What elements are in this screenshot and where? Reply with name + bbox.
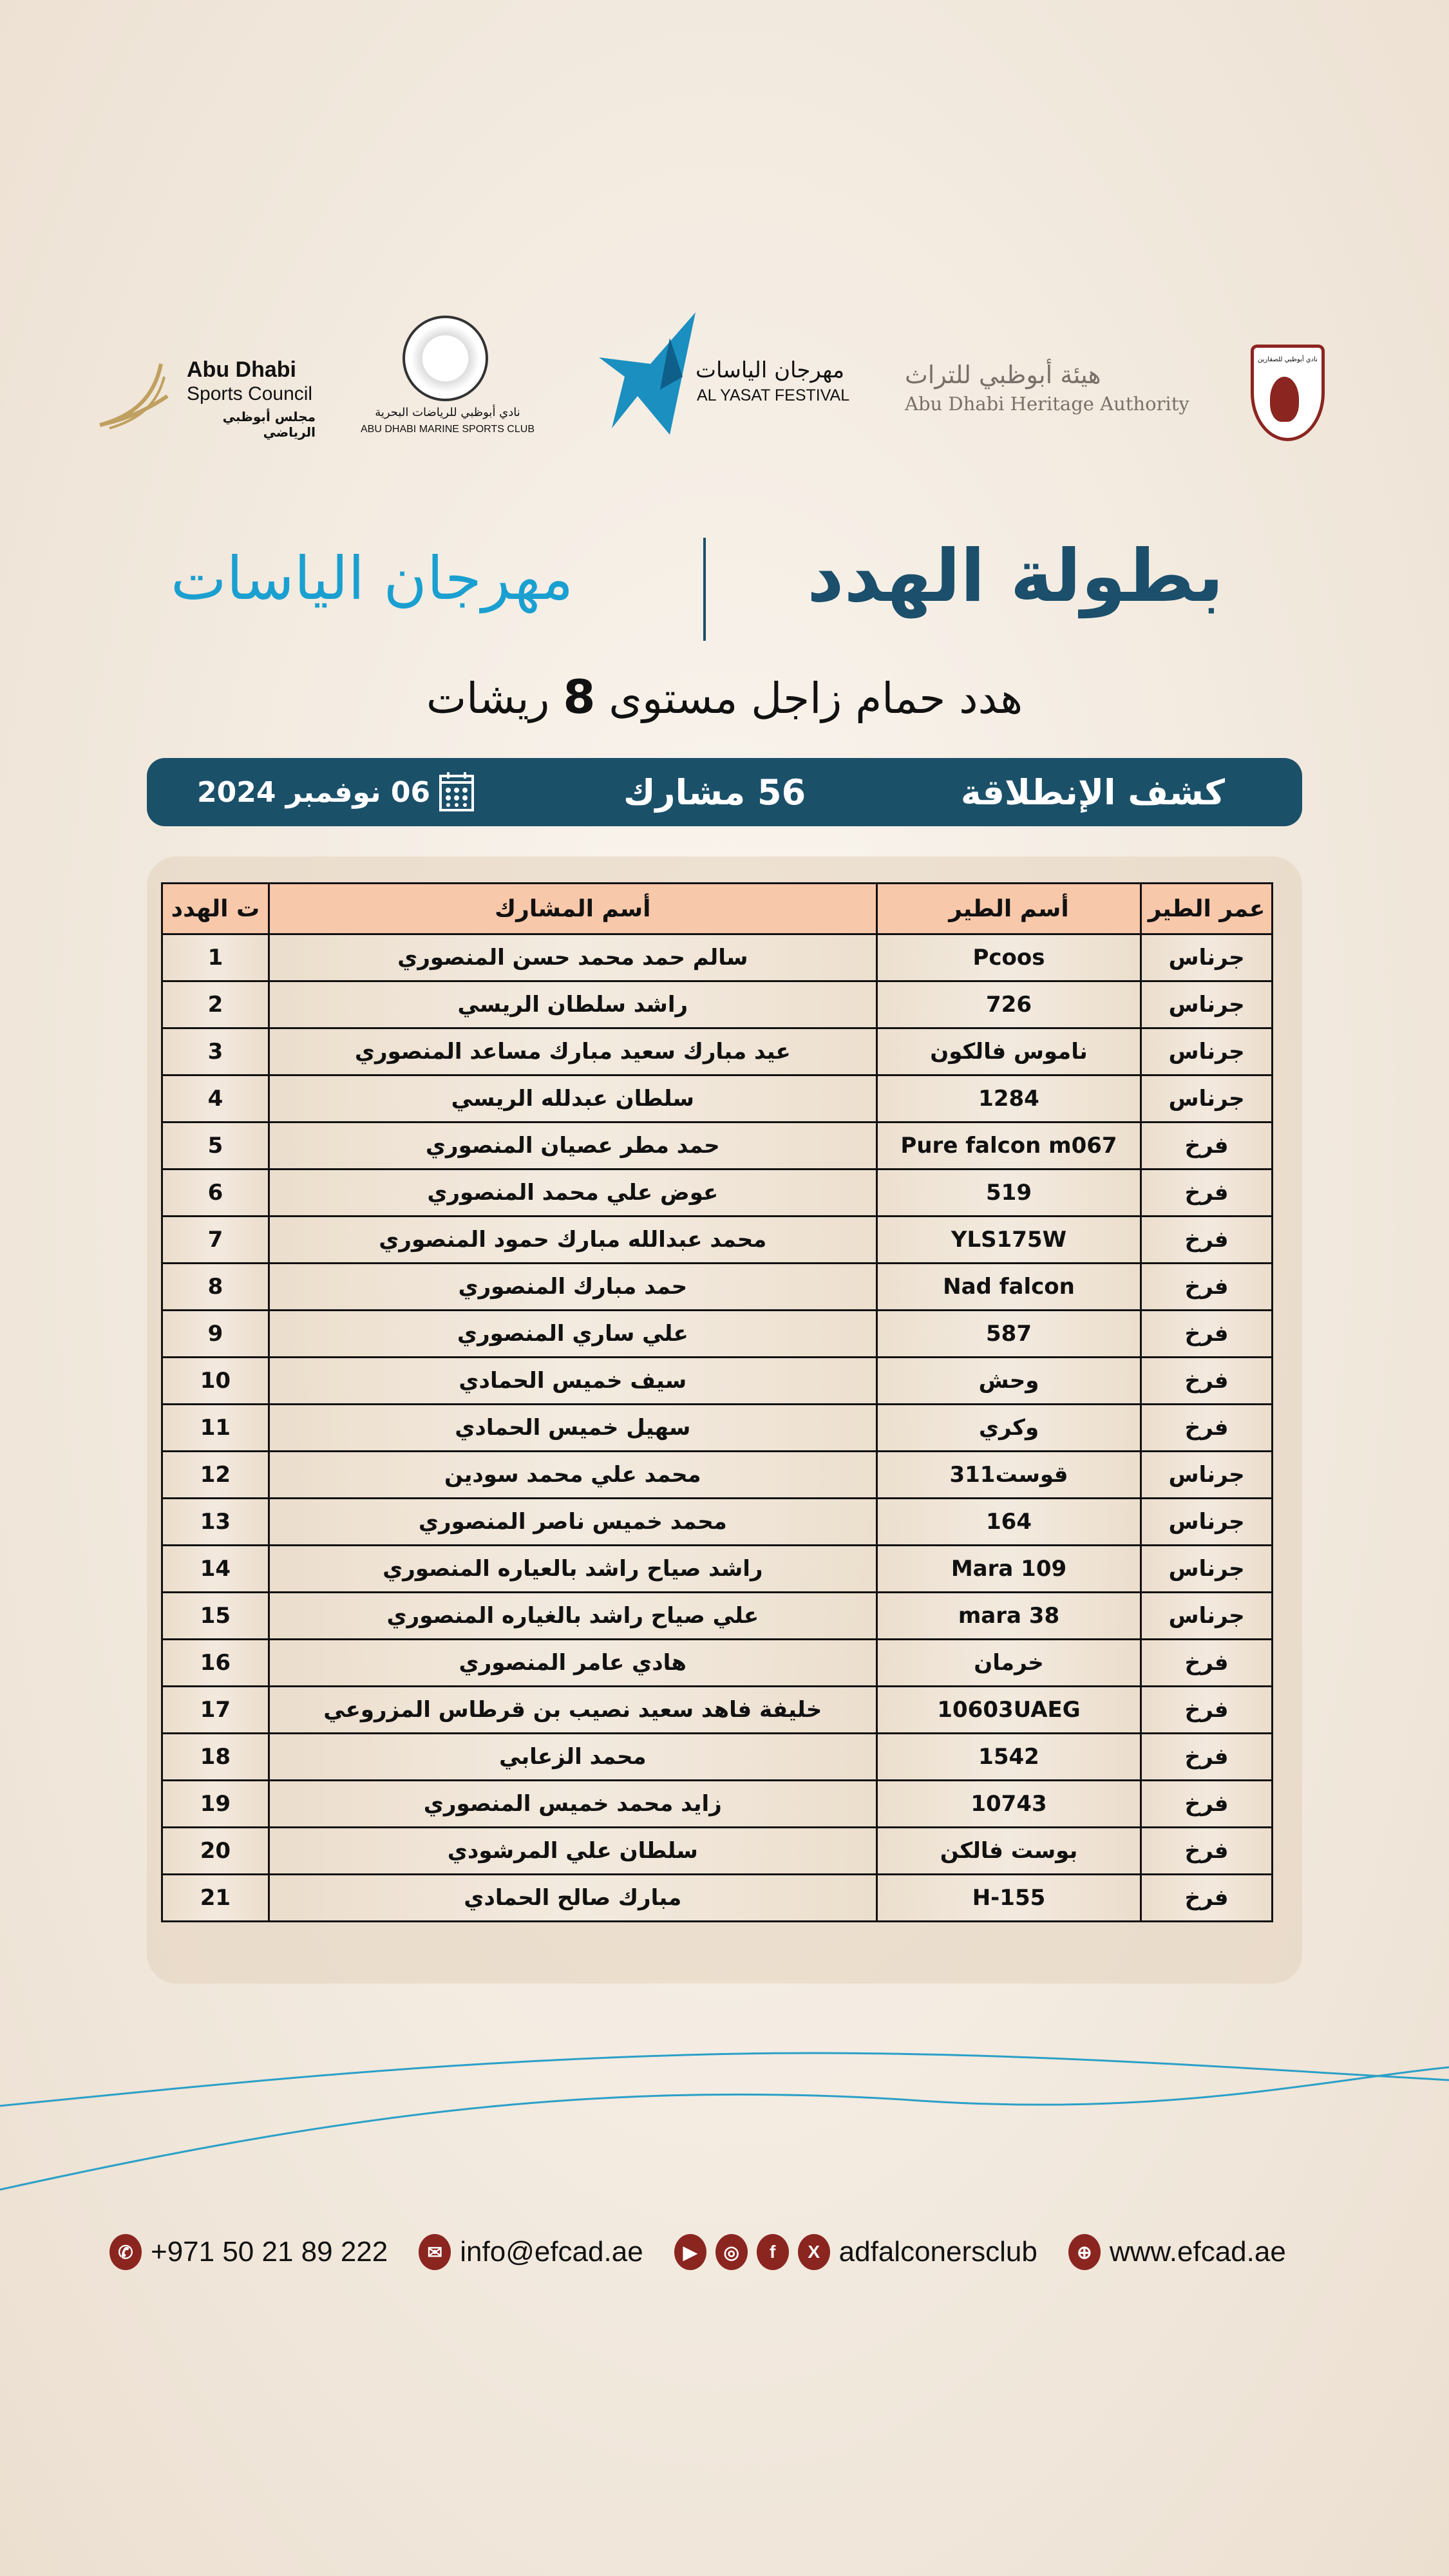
event-date: 06 نوفمبر 2024	[197, 776, 431, 809]
bird-name-cell: YLS175W	[876, 1217, 1141, 1264]
bird-age-cell: فرخ	[1141, 1687, 1273, 1734]
bird-age-cell: جرناس	[1141, 1028, 1273, 1075]
logo-arabic: نادي أبوظبي للرياضات البحرية	[375, 406, 520, 419]
logo-line1: Abu Dhabi	[187, 357, 296, 382]
sports-council-logo	[97, 357, 316, 440]
bird-age-cell: فرخ	[1141, 1122, 1273, 1170]
table-row	[162, 1311, 1273, 1358]
bird-age-cell: جرناس	[1141, 1452, 1273, 1499]
logo-arabic: مهرجان الياسات	[696, 357, 845, 383]
bird-name-cell: 10603UAEG	[876, 1687, 1141, 1734]
entry-number-cell: 14	[162, 1546, 269, 1593]
table-row	[162, 1358, 1273, 1405]
footer-contacts	[109, 2230, 1286, 2275]
entry-number-cell: 8	[162, 1264, 269, 1311]
table-row	[162, 934, 1273, 981]
youtube-icon[interactable]: ▶	[674, 2234, 706, 2270]
participant-name-cell: علي صياح راشد بالغياره المنصوري	[269, 1593, 876, 1640]
participant-name-cell: خليفة فاهد سعيد نصيب بن قرطاس المزروعي	[269, 1687, 876, 1734]
social-handle[interactable]: adfalconersclub	[838, 2236, 1037, 2268]
participant-name-cell: مبارك صالح الحمادي	[269, 1875, 876, 1922]
participant-name-cell: عوض علي محمد المنصوري	[269, 1170, 876, 1217]
participant-name-cell: عيد مبارك سعيد مبارك مساعد المنصوري	[269, 1028, 876, 1075]
table-row	[162, 981, 1273, 1028]
bird-name-cell: Mara 109	[876, 1546, 1141, 1593]
bird-age-cell: جرناس	[1141, 934, 1273, 981]
participant-name-cell: هادي عامر المنصوري	[269, 1640, 876, 1687]
bird-age-cell: جرناس	[1141, 1546, 1273, 1593]
bird-age-cell: جرناس	[1141, 981, 1273, 1028]
entry-number-cell: 10	[162, 1358, 269, 1405]
bird-name-cell: 519	[876, 1170, 1141, 1217]
bird-name-cell: 1542	[876, 1734, 1141, 1781]
bird-name-cell: 38 mara	[876, 1593, 1141, 1640]
participant-name-cell: سالم حمد محمد حسن المنصوري	[269, 934, 876, 981]
participants-table	[161, 882, 1273, 1922]
table-row	[162, 1170, 1273, 1217]
entry-number-cell: 5	[162, 1122, 269, 1170]
bird-name-cell: وكري	[876, 1405, 1141, 1452]
x-icon[interactable]: X	[798, 2234, 830, 2270]
entry-number-cell: 2	[162, 981, 269, 1028]
email-icon: ✉	[419, 2234, 451, 2270]
column-header: ت الهدد	[162, 884, 269, 934]
participant-name-cell: علي ساري المنصوري	[269, 1311, 876, 1358]
website-link[interactable]: www.efcad.ae	[1109, 2236, 1286, 2268]
list-label: كشف الإنطلاقة	[960, 772, 1225, 813]
logo-arabic: مجلس أبوظبي الرياضي	[222, 409, 316, 440]
feather-icon	[97, 357, 180, 435]
entry-number-cell: 15	[162, 1593, 269, 1640]
decorative-waves	[0, 2041, 1449, 2209]
falconers-club-logo	[1244, 325, 1328, 448]
entry-number-cell: 19	[162, 1781, 269, 1828]
entry-number-cell: 11	[162, 1405, 269, 1452]
bird-name-cell: خرمان	[876, 1640, 1141, 1687]
bird-name-cell: 726	[876, 981, 1141, 1028]
table-row	[162, 1781, 1273, 1828]
email-link[interactable]: info@efcad.ae	[460, 2236, 643, 2268]
participant-name-cell: حمد مطر عصيان المنصوري	[269, 1122, 876, 1170]
bird-name-cell: 1284	[876, 1075, 1141, 1122]
bird-age-cell: فرخ	[1141, 1405, 1273, 1452]
page-title: بطولة الهدد	[807, 535, 1224, 618]
subtitle	[0, 670, 1449, 724]
participant-name-cell: محمد عبدالله مبارك حمود المنصوري	[269, 1217, 876, 1264]
festival-title: مهرجان الياسات	[171, 544, 574, 613]
entry-number-cell: 13	[162, 1499, 269, 1546]
entry-number-cell: 12	[162, 1452, 269, 1499]
bird-name-cell: 587	[876, 1311, 1141, 1358]
participants-count: 56 مشارك	[623, 772, 806, 813]
participant-name-cell: حمد مبارك المنصوري	[269, 1264, 876, 1311]
bird-name-cell: Pure falcon m067	[876, 1122, 1141, 1170]
bird-name-cell: Nad falcon	[876, 1264, 1141, 1311]
table-row	[162, 1217, 1273, 1264]
whatsapp-icon: ✆	[109, 2234, 142, 2270]
entry-number-cell: 20	[162, 1828, 269, 1875]
participant-name-cell: سهيل خميس الحمادي	[269, 1405, 876, 1452]
entry-number-cell: 1	[162, 934, 269, 981]
participant-name-cell: محمد علي محمد سودين	[269, 1452, 876, 1499]
table-header-row	[162, 884, 1273, 934]
table-row	[162, 1075, 1273, 1122]
bird-name-cell: Pcoos	[876, 934, 1141, 981]
table-row	[162, 1028, 1273, 1075]
table-row	[162, 1875, 1273, 1922]
participant-name-cell: سلطان علي المرشودي	[269, 1828, 876, 1875]
subtitle-text: ريشات	[426, 674, 550, 723]
title-divider	[703, 538, 706, 641]
participant-name-cell: زايد محمد خميس المنصوري	[269, 1781, 876, 1828]
bird-name-cell: H-155	[876, 1875, 1141, 1922]
entry-number-cell: 18	[162, 1734, 269, 1781]
table-row	[162, 1499, 1273, 1546]
bird-age-cell: فرخ	[1141, 1170, 1273, 1217]
participant-name-cell: محمد خميس ناصر المنصوري	[269, 1499, 876, 1546]
bird-name-cell: قوست311	[876, 1452, 1141, 1499]
logo-line2: Sports Council	[187, 383, 313, 404]
table-row	[162, 1452, 1273, 1499]
logo-english: AL YASAT FESTIVAL	[697, 386, 850, 404]
entry-number-cell: 21	[162, 1875, 269, 1922]
yasat-festival-logo	[599, 312, 863, 441]
bird-age-cell: فرخ	[1141, 1358, 1273, 1405]
table-row	[162, 1122, 1273, 1170]
entry-number-cell: 17	[162, 1687, 269, 1734]
table-row	[162, 1734, 1273, 1781]
logo-english: ABU DHABI MARINE SPORTS CLUB	[361, 424, 535, 435]
bird-age-cell: جرناس	[1141, 1075, 1273, 1122]
heritage-authority-logo	[905, 361, 1195, 431]
bird-name-cell: 164	[876, 1499, 1141, 1546]
yasat-star-icon	[599, 312, 708, 441]
bird-age-cell: فرخ	[1141, 1311, 1273, 1358]
bird-age-cell: فرخ	[1141, 1264, 1273, 1311]
bird-age-cell: فرخ	[1141, 1640, 1273, 1687]
column-header: أسم الطير	[876, 884, 1141, 934]
globe-icon: ⊕	[1068, 2234, 1101, 2270]
entry-number-cell: 7	[162, 1217, 269, 1264]
column-header: عمر الطير	[1141, 884, 1273, 934]
logo-arabic: نادي أبوظبي للصقارين	[1258, 356, 1318, 363]
bird-age-cell: فرخ	[1141, 1217, 1273, 1264]
marine-club-logo	[357, 316, 538, 444]
phone-link[interactable]: +971 50 21 89 222	[151, 2236, 388, 2268]
info-bar	[147, 758, 1302, 826]
entry-number-cell: 3	[162, 1028, 269, 1075]
bird-age-cell: فرخ	[1141, 1828, 1273, 1875]
bird-age-cell: جرناس	[1141, 1593, 1273, 1640]
bird-name-cell: ناموس فالكون	[876, 1028, 1141, 1075]
entry-number-cell: 4	[162, 1075, 269, 1122]
subtitle-number: 8	[563, 670, 596, 724]
falcon-icon	[1270, 377, 1299, 422]
marine-club-emblem	[402, 316, 488, 401]
table-row	[162, 1593, 1273, 1640]
bird-age-cell: فرخ	[1141, 1781, 1273, 1828]
entry-number-cell: 6	[162, 1170, 269, 1217]
subtitle-text: هدد حمام زاجل مستوى	[609, 674, 1023, 723]
participant-name-cell: سلطان عبدلله الريسي	[269, 1075, 876, 1122]
entry-number-cell: 9	[162, 1311, 269, 1358]
table-row	[162, 1546, 1273, 1593]
bird-age-cell: جرناس	[1141, 1499, 1273, 1546]
table-row	[162, 1640, 1273, 1687]
calendar-icon	[439, 771, 475, 812]
bird-name-cell: بوست فالكن	[876, 1828, 1141, 1875]
participant-name-cell: راشد صياح راشد بالعياره المنصوري	[269, 1546, 876, 1593]
bird-age-cell: فرخ	[1141, 1734, 1273, 1781]
table-row	[162, 1405, 1273, 1452]
logo-english: Abu Dhabi Heritage Authority	[905, 393, 1189, 415]
participant-name-cell: محمد الزعابي	[269, 1734, 876, 1781]
column-header: أسم المشارك	[269, 884, 876, 934]
logo-arabic: هيئة أبوظبي للتراث	[905, 361, 1101, 389]
table-row	[162, 1828, 1273, 1875]
bird-age-cell: فرخ	[1141, 1875, 1273, 1922]
participant-name-cell: سيف خميس الحمادي	[269, 1358, 876, 1405]
instagram-icon[interactable]: ◎	[715, 2234, 748, 2270]
bird-name-cell: 10743	[876, 1781, 1141, 1828]
participant-name-cell: راشد سلطان الريسي	[269, 981, 876, 1028]
bird-name-cell: وحش	[876, 1358, 1141, 1405]
table-row	[162, 1264, 1273, 1311]
facebook-icon[interactable]: f	[757, 2234, 789, 2270]
table-row	[162, 1687, 1273, 1734]
entry-number-cell: 16	[162, 1640, 269, 1687]
